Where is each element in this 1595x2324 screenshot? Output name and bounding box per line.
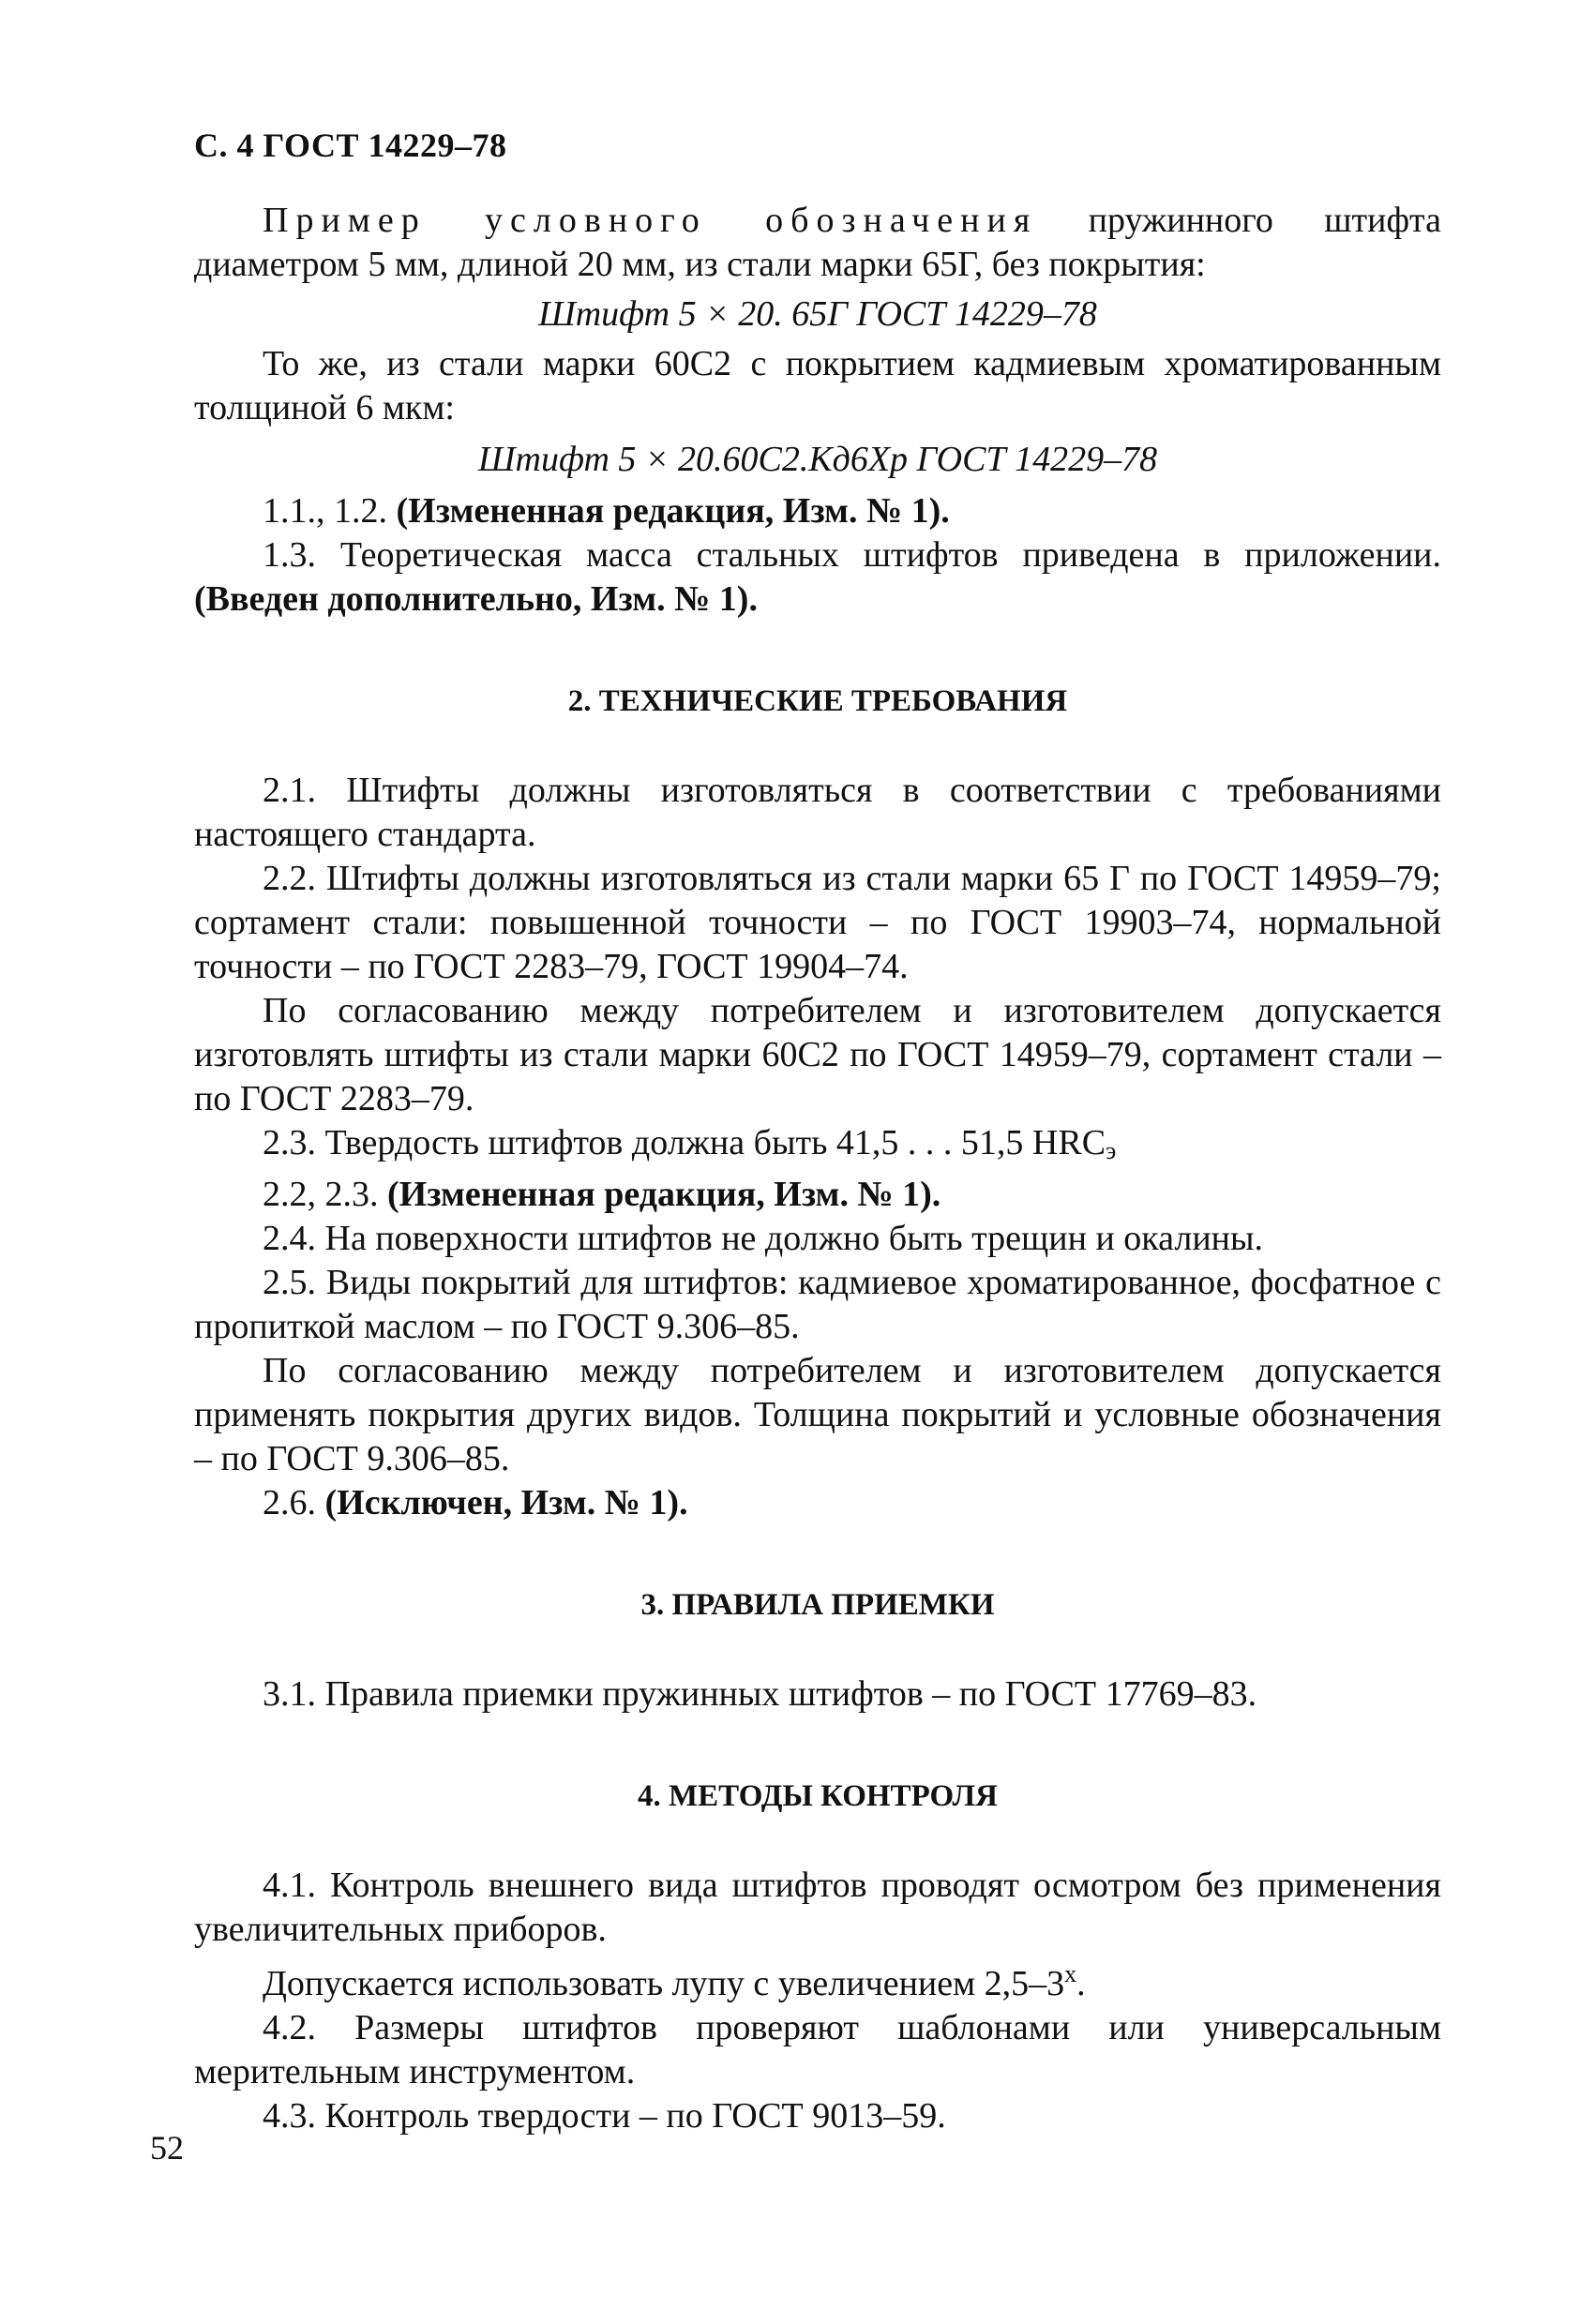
intro-rest: пружинного штифта диаметром 5 мм, длиной 20 мм, из стали марки 65Г, без покрытия: [194,201,1441,284]
designation-intro [194,199,1441,287]
clause-number: 1.1., 1.2. [263,491,397,531]
amendment-note: (Измененная редакция, Изм. № 1). [396,491,950,531]
magnifier-text: Допускается использовать лупу с увеличением 2,5–3 [263,1964,1065,2003]
paragraph-2-6 [194,1481,1441,1525]
page-number: 52 [150,2129,184,2167]
magnification-superscript: х [1064,1960,1077,1987]
paragraph-2-5-agreement: По согласованию между потребителем и изготовителем допускается применять покрытия других видов. Толщина покрытий и условные обозначения – по ГОСТ 9.306–85. [194,1351,1441,1478]
clause-text: 1.3. Теоретическая масса стальных штифтов приведена в приложении. [263,535,1441,575]
paragraph-4-2: 4.2. Размеры штифтов проверяют шаблонами или универсальным мерительным инструментом. [194,2008,1441,2092]
clause-number: 2.2, 2.3. [263,1175,387,1214]
paragraph-4-3: 4.3. Контроль твердости – по ГОСТ 9013–59. [263,2096,946,2136]
designation-example-1: Штифт 5 × 20. 65Г ГОСТ 14229–78 [538,294,1097,334]
page-header: С. 4 ГОСТ 14229–78 [194,127,507,164]
section-title-4: 4. МЕТОДЫ КОНТРОЛЯ [638,1779,998,1813]
hardness-subscript: э [1106,1137,1117,1164]
amendment-note: (Измененная редакция, Изм. № 1). [387,1175,941,1214]
section-title-3: 3. ПРАВИЛА ПРИЕМКИ [640,1588,995,1622]
paragraph-2-2-agreement: По согласованию между потребителем и изготовителем допускается изготовлять штифты из стали марки 60С2 по ГОСТ 14959–79, сортамент стали – по ГОСТ 2283–79. [194,991,1441,1118]
amendment-note: (Введен дополнительно, Изм. № 1). [194,579,758,619]
paragraph-2-1: 2.1. Штифты должны изготовляться в соответствии с требованиями настоящего стандарта. [194,771,1441,854]
paragraph-2-2: 2.2. Штифты должны изготовляться из стали марки 65 Г по ГОСТ 14959–79; сортамент стали: повышенной точности – по ГОСТ 19903–74, нормальной точности – по ГОСТ 2283–79, ГОСТ 19904–74. [194,859,1441,986]
designation-example-2: Штифт 5 × 20.60С2.Кд6Хр ГОСТ 14229–78 [477,440,1158,479]
section-title-2: 2. ТЕХНИЧЕСКИЕ ТРЕБОВАНИЯ [567,684,1068,718]
spaced-phrase: Пример условного обозначения [263,201,1038,240]
paragraph-1-3 [194,533,1441,622]
hardness-text: 2.3. Твердость штифтов должна быть 41,5 . . . 51,5 HRC [263,1123,1106,1162]
paragraph-2-5: 2.5. Виды покрытий для штифтов: кадмиевое хроматированное, фосфатное с пропиткой маслом – по ГОСТ 9.306–85. [194,1263,1441,1346]
paragraph-same-steel: То же, из стали марки 60С2 с покрытием кадмиевым хроматированным толщиной 6 мкм: [194,344,1441,427]
paragraph-2-2-2-3-note [194,1173,1441,1217]
amendment-note: (Исключен, Изм. № 1). [324,1483,688,1522]
paragraph-3-1: 3.1. Правила приемки пружинных штифтов – по ГОСТ 17769–83. [263,1674,1257,1714]
paragraph-2-3 [194,1121,1441,1173]
paragraph-2-4: 2.4. На поверхности штифтов не должно быть трещин и окалины. [263,1219,1264,1258]
clause-number: 2.6. [263,1483,325,1522]
paragraph-4-1: 4.1. Контроль внешнего вида штифтов проводят осмотром без применения увеличительных приборов. [194,1866,1441,1949]
paragraph-1-1 [194,489,1441,533]
paragraph-4-1-magnifier [194,1952,1441,2006]
sentence-end: . [1076,1964,1086,2003]
document-body [194,199,1441,2138]
